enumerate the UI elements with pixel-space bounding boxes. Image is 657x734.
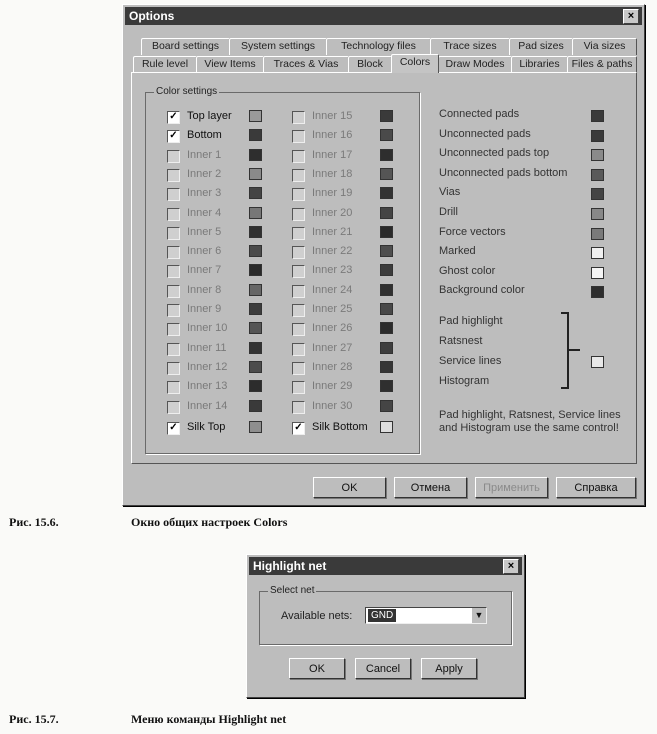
tab-rule-level[interactable]: Rule level <box>133 56 197 73</box>
layer-17-checkbox[interactable] <box>292 150 305 163</box>
color-item-label: Unconnected pads top <box>439 147 550 160</box>
cancel-button[interactable]: Отмена <box>394 477 467 498</box>
options-titlebar <box>125 7 642 25</box>
layer-12-label: Inner 10 <box>187 322 228 335</box>
layer-15-label: Inner 15 <box>312 110 353 122</box>
layer-16-color-swatch[interactable] <box>380 129 393 141</box>
color-item-swatch[interactable] <box>591 286 604 298</box>
silk-bottom-label: Silk Bottom <box>312 420 368 433</box>
figure-caption-1-number: Рис. 15.6. <box>9 515 59 529</box>
color-settings-legend: Color settings <box>156 86 218 97</box>
layer-4-label: Inner 2 <box>187 167 222 180</box>
highlight-cancel-button[interactable]: Cancel <box>355 658 411 679</box>
tab-pad-sizes[interactable]: Pad sizes <box>509 38 573 55</box>
ok-button[interactable]: OK <box>313 477 386 498</box>
layer-4-checkbox[interactable] <box>167 169 180 182</box>
layer-7-row[interactable] <box>167 225 277 241</box>
layer-5-label: Inner 3 <box>187 187 222 200</box>
layer-4-row[interactable] <box>167 167 277 183</box>
silk-bottom-color-swatch[interactable] <box>380 421 393 433</box>
tab-trace-sizes[interactable]: Trace sizes <box>430 38 510 55</box>
layer-20-color-swatch[interactable] <box>380 207 393 219</box>
color-item-swatch[interactable] <box>591 228 604 240</box>
apply-button[interactable]: Применить <box>475 477 548 498</box>
layer-11-label: Inner 9 <box>187 303 222 315</box>
layer-24-label: Inner 24 <box>312 283 353 296</box>
layer-6-label: Inner 4 <box>187 206 222 219</box>
color-item-label: Background color <box>439 284 525 297</box>
tab-colors[interactable]: Colors <box>391 54 439 73</box>
highlight-item-label: Histogram <box>439 375 490 387</box>
layer-25-label: Inner 25 <box>312 303 353 315</box>
highlight-color-swatch[interactable] <box>591 356 604 368</box>
color-item-swatch[interactable] <box>591 247 604 259</box>
layer-27-row[interactable] <box>292 341 402 357</box>
layer-30-color-swatch[interactable] <box>380 400 393 412</box>
tab-libraries[interactable]: Libraries <box>511 56 568 73</box>
color-item-label: Vias <box>439 186 461 199</box>
color-item-swatch[interactable] <box>591 169 604 181</box>
help-button[interactable]: Справка <box>556 477 636 498</box>
layer-26-label: Inner 26 <box>312 322 353 335</box>
silk-top-checkbox[interactable]: ✓ <box>167 422 180 435</box>
layer-9-color-swatch[interactable] <box>249 264 262 276</box>
color-item-label: Ghost color <box>439 264 496 277</box>
layer-10-color-swatch[interactable] <box>249 284 262 296</box>
layer-15-color-swatch[interactable] <box>380 110 393 122</box>
layer-3-color-swatch[interactable] <box>249 149 262 161</box>
layer-27-color-swatch[interactable] <box>380 342 393 354</box>
layer-2-checkbox[interactable]: ✓ <box>167 130 180 143</box>
layer-3-label: Inner 1 <box>187 148 222 161</box>
layer-3-checkbox[interactable] <box>167 150 180 163</box>
layer-14-row[interactable] <box>167 360 277 376</box>
layer-18-row[interactable] <box>292 167 402 183</box>
figure-caption-2-text: Меню команды Highlight net <box>131 712 287 726</box>
options-dialog <box>122 4 645 506</box>
layer-1-checkbox[interactable]: ✓ <box>167 111 180 124</box>
tab-via-sizes[interactable]: Via sizes <box>572 38 637 55</box>
layer-8-row[interactable] <box>167 244 277 260</box>
layer-7-label: Inner 5 <box>187 225 222 238</box>
available-nets-label: Available nets: <box>281 610 353 622</box>
highlight-bracket-tick <box>568 349 580 351</box>
tab-system-settings[interactable]: System settings <box>229 38 327 55</box>
layer-4-color-swatch[interactable] <box>249 168 262 180</box>
layer-24-row[interactable] <box>292 283 402 299</box>
close-icon[interactable]: × <box>623 9 639 24</box>
layer-28-row[interactable] <box>292 360 402 376</box>
layer-30-checkbox[interactable] <box>292 401 305 414</box>
layer-10-row[interactable] <box>167 283 277 299</box>
layer-9-row[interactable] <box>167 263 277 279</box>
layer-30-label: Inner 30 <box>312 399 353 412</box>
layer-19-row[interactable] <box>292 186 402 202</box>
layer-1-row[interactable] <box>167 109 277 125</box>
layer-7-color-swatch[interactable] <box>249 226 262 238</box>
layer-1-label: Top layer <box>187 110 232 122</box>
layer-2-row[interactable] <box>167 128 277 144</box>
layer-20-label: Inner 20 <box>312 206 353 219</box>
layer-8-label: Inner 6 <box>187 245 222 258</box>
color-item-swatch[interactable] <box>591 149 604 161</box>
layer-2-color-swatch[interactable] <box>249 129 262 141</box>
layer-15-color-swatch[interactable] <box>249 380 262 392</box>
tab-board-settings[interactable]: Board settings <box>141 38 230 55</box>
layer-6-checkbox[interactable] <box>167 208 180 221</box>
layer-26-row[interactable] <box>292 321 402 337</box>
layer-10-checkbox[interactable] <box>167 285 180 298</box>
layer-18-label: Inner 18 <box>312 167 353 180</box>
layer-12-color-swatch[interactable] <box>249 322 262 334</box>
tab-draw-modes[interactable]: Draw Modes <box>438 56 512 73</box>
tab-block[interactable]: Block <box>348 56 392 73</box>
layer-14-label: Inner 12 <box>187 360 228 373</box>
layer-26-color-swatch[interactable] <box>380 322 393 334</box>
layer-9-label: Inner 7 <box>187 264 222 277</box>
layer-15-row[interactable] <box>292 109 402 125</box>
layer-16-row[interactable] <box>292 128 402 144</box>
layer-20-checkbox[interactable] <box>292 208 305 221</box>
layer-6-color-swatch[interactable] <box>249 207 262 219</box>
layer-29-row[interactable] <box>292 379 402 395</box>
color-item-label: Unconnected pads bottom <box>439 166 568 179</box>
silk-top-label: Silk Top <box>187 420 226 433</box>
layer-23-color-swatch[interactable] <box>380 264 393 276</box>
layer-15-checkbox[interactable] <box>292 111 305 124</box>
layer-16-checkbox[interactable] <box>292 130 305 143</box>
layer-25-color-swatch[interactable] <box>380 303 393 315</box>
layer-21-color-swatch[interactable] <box>380 226 393 238</box>
layer-10-label: Inner 8 <box>187 283 222 296</box>
layer-17-color-swatch[interactable] <box>380 149 393 161</box>
layer-27-checkbox[interactable] <box>292 343 305 356</box>
layer-19-checkbox[interactable] <box>292 188 305 201</box>
layer-28-checkbox[interactable] <box>292 362 305 375</box>
layer-21-checkbox[interactable] <box>292 227 305 240</box>
tab-files-paths[interactable]: Files & paths <box>567 56 637 73</box>
layer-20-row[interactable] <box>292 206 402 222</box>
layer-5-row[interactable] <box>167 186 277 202</box>
layer-1-color-swatch[interactable] <box>249 110 262 122</box>
layer-14-color-swatch[interactable] <box>249 361 262 373</box>
layer-22-checkbox[interactable] <box>292 246 305 259</box>
highlight-note: Pad highlight, Ratsnest, Service lines and Histogram use the same control! <box>439 409 621 434</box>
available-nets-select[interactable] <box>365 607 487 624</box>
layer-14-checkbox[interactable] <box>167 362 180 375</box>
layer-7-checkbox[interactable] <box>167 227 180 240</box>
color-item-swatch[interactable] <box>591 188 604 200</box>
tab-technology-files[interactable]: Technology files <box>326 38 431 55</box>
layer-2-label: Bottom <box>187 129 222 142</box>
highlight-title: Highlight net <box>253 559 327 573</box>
layer-21-row[interactable] <box>292 225 402 241</box>
layer-3-row[interactable] <box>167 148 277 164</box>
highlight-item-label: Pad highlight <box>439 315 503 327</box>
tab-traces-vias[interactable]: Traces & Vias <box>263 56 349 73</box>
layer-8-checkbox[interactable] <box>167 246 180 259</box>
layer-23-checkbox[interactable] <box>292 265 305 278</box>
layer-5-checkbox[interactable] <box>167 188 180 201</box>
color-item-label: Connected pads <box>439 108 520 120</box>
layer-18-color-swatch[interactable] <box>380 168 393 180</box>
layer-19-label: Inner 19 <box>312 187 353 200</box>
layer-17-row[interactable] <box>292 148 402 164</box>
layer-23-label: Inner 23 <box>312 264 353 277</box>
layer-16-label: Inner 14 <box>187 399 228 412</box>
layer-28-color-swatch[interactable] <box>380 361 393 373</box>
layer-17-label: Inner 17 <box>312 148 353 161</box>
layer-24-checkbox[interactable] <box>292 285 305 298</box>
chevron-down-icon[interactable]: ▼ <box>471 608 486 623</box>
close-icon[interactable]: × <box>503 559 519 574</box>
layer-15-row[interactable] <box>167 379 277 395</box>
color-item-swatch[interactable] <box>591 110 604 122</box>
layer-13-row[interactable] <box>167 341 277 357</box>
available-nets-value: GND <box>368 609 396 622</box>
layer-25-row[interactable] <box>292 302 402 318</box>
layer-22-label: Inner 22 <box>312 245 353 258</box>
layer-24-color-swatch[interactable] <box>380 284 393 296</box>
silk-bottom-checkbox[interactable]: ✓ <box>292 422 305 435</box>
figure-caption-1-text: Окно общих настроек Colors <box>131 515 288 529</box>
color-item-swatch[interactable] <box>591 267 604 279</box>
highlight-net-dialog <box>246 554 525 698</box>
layer-29-label: Inner 29 <box>312 380 353 393</box>
layer-5-color-swatch[interactable] <box>249 187 262 199</box>
color-item-label: Drill <box>439 206 458 218</box>
layer-30-row[interactable] <box>292 399 402 415</box>
color-item-label: Marked <box>439 245 476 258</box>
color-item-label: Force vectors <box>439 225 506 238</box>
layer-13-label: Inner 11 <box>187 341 227 354</box>
highlight-titlebar <box>249 557 522 575</box>
highlight-item-label: Service lines <box>439 355 502 367</box>
layer-28-label: Inner 28 <box>312 360 353 373</box>
layer-12-row[interactable] <box>167 321 277 337</box>
tab-view-items[interactable]: View Items <box>196 56 264 73</box>
layer-15-checkbox[interactable] <box>167 381 180 394</box>
highlight-apply-button[interactable]: Apply <box>421 658 477 679</box>
layer-25-checkbox[interactable] <box>292 304 305 317</box>
layer-29-checkbox[interactable] <box>292 381 305 394</box>
layer-22-color-swatch[interactable] <box>380 245 393 257</box>
figure-caption-2-number: Рис. 15.7. <box>9 712 59 726</box>
layer-27-label: Inner 27 <box>312 341 353 354</box>
layer-22-row[interactable] <box>292 244 402 260</box>
layer-11-row[interactable] <box>167 302 277 318</box>
layer-16-label: Inner 16 <box>312 129 353 142</box>
select-net-legend: Select net <box>270 585 315 596</box>
options-title: Options <box>129 9 175 23</box>
layer-18-checkbox[interactable] <box>292 169 305 182</box>
layer-12-checkbox[interactable] <box>167 323 180 336</box>
layer-8-color-swatch[interactable] <box>249 245 262 257</box>
layer-16-row[interactable] <box>167 399 277 415</box>
layer-11-checkbox[interactable] <box>167 304 180 317</box>
color-item-swatch[interactable] <box>591 130 604 142</box>
layer-19-color-swatch[interactable] <box>380 187 393 199</box>
color-item-label: Unconnected pads <box>439 127 531 140</box>
color-item-swatch[interactable] <box>591 208 604 220</box>
layer-13-checkbox[interactable] <box>167 343 180 356</box>
layer-23-row[interactable] <box>292 263 402 279</box>
layer-29-color-swatch[interactable] <box>380 380 393 392</box>
layer-9-checkbox[interactable] <box>167 265 180 278</box>
silk-top-row[interactable] <box>167 420 277 436</box>
layer-21-label: Inner 21 <box>312 225 353 238</box>
silk-top-color-swatch[interactable] <box>249 421 262 433</box>
silk-bottom-row[interactable] <box>292 420 402 436</box>
highlight-item-label: Ratsnest <box>439 335 483 347</box>
highlight-ok-button[interactable]: OK <box>289 658 345 679</box>
layer-6-row[interactable] <box>167 206 277 222</box>
layer-16-color-swatch[interactable] <box>249 400 262 412</box>
layer-16-checkbox[interactable] <box>167 401 180 414</box>
layer-13-color-swatch[interactable] <box>249 342 262 354</box>
layer-15-label: Inner 13 <box>187 380 228 393</box>
layer-11-color-swatch[interactable] <box>249 303 262 315</box>
layer-26-checkbox[interactable] <box>292 323 305 336</box>
